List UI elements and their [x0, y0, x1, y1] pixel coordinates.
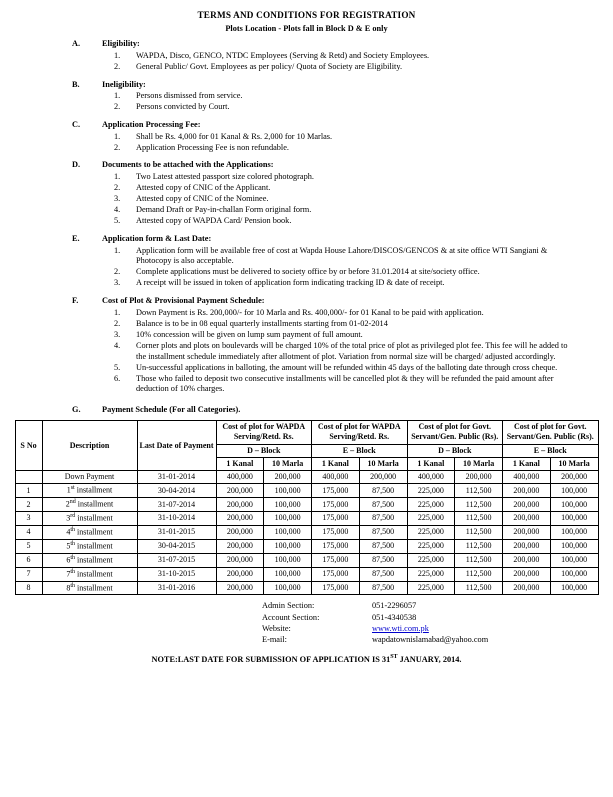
section-item-list — [14, 91, 599, 113]
cell-amount: 100,000 — [550, 567, 598, 581]
list-item-text: Balance is to be in 08 equal quarterly installments starting from 01-02-2014 — [136, 318, 388, 328]
table-row — [15, 526, 598, 540]
section-g-heading — [14, 405, 599, 416]
list-item — [14, 341, 599, 362]
header-size-2-2: 10 Marla — [359, 457, 407, 470]
table-row — [15, 471, 598, 484]
header-size-4-2: 10 Marla — [550, 457, 598, 470]
header-group-2: Cost of plot for WAPDA Serving/Retd. Rs. — [312, 421, 408, 444]
cell-description: 5th installment — [42, 539, 137, 553]
section-spacer — [14, 114, 599, 118]
section-letter: B. — [72, 79, 80, 89]
section-letter: A. — [72, 39, 81, 49]
list-item — [14, 374, 599, 395]
cell-amount: 400,000 — [503, 471, 551, 484]
footer-note-sup: ST — [390, 654, 398, 661]
cell-amount: 112,500 — [455, 553, 503, 567]
section-heading — [14, 120, 599, 131]
cell-date: 30-04-2014 — [137, 484, 216, 498]
list-item — [14, 132, 599, 143]
ordinal-suffix: th — [70, 582, 76, 589]
list-item-text: Attested copy of WAPDA Card/ Pension book. — [136, 216, 292, 226]
cell-amount: 100,000 — [550, 553, 598, 567]
list-item — [14, 205, 599, 216]
cell-amount: 200,000 — [503, 526, 551, 540]
footer-note-prefix: NOTE:LAST DATE FOR SUBMISSION OF APPLICATION IS 31 — [151, 655, 391, 665]
section-g-title: Payment Schedule (For all Categories). — [102, 404, 241, 414]
list-item — [14, 51, 599, 62]
cell-amount: 87,500 — [359, 553, 407, 567]
cell-amount: 100,000 — [264, 539, 312, 553]
list-item-text: Application form will be available free of cost at Wapda House Lahore/DISCOS/GENCOS & at site office WTI Sangiani & Photocopy is also acceptable. — [136, 245, 548, 266]
list-item-text: Persons dismissed from service. — [136, 91, 243, 101]
page-title: TERMS AND CONDITIONS FOR REGISTRATION — [197, 10, 416, 20]
section-f — [14, 296, 599, 399]
footer-note — [14, 654, 599, 665]
list-item — [14, 330, 599, 341]
cell-amount: 100,000 — [550, 581, 598, 595]
header-size-3-1: 1 Kanal — [407, 457, 455, 470]
table-row — [15, 553, 598, 567]
cell-amount: 175,000 — [312, 553, 360, 567]
section-item-list — [14, 51, 599, 73]
cell-sno: 6 — [15, 553, 42, 567]
list-item — [14, 102, 599, 113]
cell-description: 8th installment — [42, 581, 137, 595]
list-item-number: 2. — [114, 102, 121, 112]
list-item-text: Un-successful applications in balloting, the amount will be refunded within 45 days of the balloting date through cross cheque. — [136, 362, 558, 372]
cell-sno — [15, 471, 42, 484]
cell-amount: 87,500 — [359, 498, 407, 512]
cell-amount: 200,000 — [216, 553, 264, 567]
list-item-number: 2. — [114, 142, 121, 152]
list-item — [14, 216, 599, 227]
cell-amount: 100,000 — [264, 484, 312, 498]
section-c — [14, 120, 599, 158]
cell-amount: 200,000 — [216, 539, 264, 553]
cell-amount: 87,500 — [359, 567, 407, 581]
cell-amount: 175,000 — [312, 512, 360, 526]
cell-amount: 175,000 — [312, 539, 360, 553]
cell-amount: 100,000 — [264, 526, 312, 540]
cell-amount: 200,000 — [503, 512, 551, 526]
cell-amount: 87,500 — [359, 526, 407, 540]
cell-date: 31-10-2015 — [137, 567, 216, 581]
section-title: Eligibility: — [102, 39, 140, 49]
section-heading — [14, 234, 599, 245]
cell-amount: 200,000 — [503, 539, 551, 553]
ordinal-suffix: nd — [69, 499, 76, 506]
cell-date: 31-01-2014 — [137, 471, 216, 484]
cell-sno: 1 — [15, 484, 42, 498]
cell-amount: 100,000 — [550, 484, 598, 498]
cell-amount: 87,500 — [359, 484, 407, 498]
list-item-text: A receipt will be issued in token of application form indicating tracking ID & date of receipt. — [136, 278, 445, 288]
list-item — [14, 91, 599, 102]
section-item-list — [14, 246, 599, 289]
header-group-3: Cost of plot for Govt. Servant/Gen. Public (Rs). — [407, 421, 503, 444]
website-link[interactable]: www.wti.com.pk — [372, 623, 429, 633]
section-item-list — [14, 172, 599, 227]
cell-amount: 225,000 — [407, 567, 455, 581]
table-row — [15, 498, 598, 512]
section-heading — [14, 160, 599, 171]
list-item — [14, 172, 599, 183]
list-item-text: 10% concession will be given on lump sum payment of full amount. — [136, 329, 363, 339]
cell-amount: 100,000 — [550, 526, 598, 540]
header-size-4-1: 1 Kanal — [503, 457, 551, 470]
terms-sections — [14, 39, 599, 399]
cell-amount: 200,000 — [503, 553, 551, 567]
section-heading — [14, 39, 599, 50]
cell-amount: 400,000 — [407, 471, 455, 484]
list-item-text: Application Processing Fee is non refundable. — [136, 142, 289, 152]
header-group-1: Cost of plot for WAPDA Serving/Retd. Rs. — [216, 421, 312, 444]
list-item-number: 1. — [114, 307, 121, 317]
list-item-number: 3. — [114, 329, 121, 339]
list-item-number: 1. — [114, 131, 121, 141]
cell-amount: 100,000 — [264, 581, 312, 595]
cell-amount: 200,000 — [216, 512, 264, 526]
section-spacer — [14, 73, 599, 77]
ordinal-suffix: th — [70, 540, 76, 547]
cell-amount: 112,500 — [455, 512, 503, 526]
header-block-1: D – Block — [216, 444, 312, 457]
cell-date: 30-04-2015 — [137, 539, 216, 553]
contact-value: wapdatownislamabad@yahoo.com — [372, 634, 489, 644]
page-subtitle: Plots Location - Plots fall in Block D & E only — [225, 23, 388, 33]
list-item-number: 4. — [114, 205, 121, 215]
list-item-number: 1. — [114, 91, 121, 101]
cell-amount: 100,000 — [264, 498, 312, 512]
section-title: Application form & Last Date: — [102, 234, 212, 244]
contact-row — [262, 601, 599, 612]
header-size-1-1: 1 Kanal — [216, 457, 264, 470]
list-item-number: 2. — [114, 183, 121, 193]
list-item-number: 3. — [114, 194, 121, 204]
section-spacer — [14, 290, 599, 294]
cell-amount: 200,000 — [216, 526, 264, 540]
contact-label: Website: — [262, 623, 291, 633]
cell-amount: 200,000 — [264, 471, 312, 484]
list-item-number: 2. — [114, 267, 121, 277]
section-title: Documents to be attached with the Applications: — [102, 160, 274, 170]
payment-schedule-table — [15, 420, 599, 595]
cell-amount: 200,000 — [216, 581, 264, 595]
contact-label: Admin Section: — [262, 601, 315, 611]
cell-amount: 100,000 — [264, 512, 312, 526]
contact-label: E-mail: — [262, 634, 287, 644]
cell-description: 4th installment — [42, 526, 137, 540]
cell-sno: 4 — [15, 526, 42, 540]
section-a — [14, 39, 599, 77]
ordinal-suffix: th — [70, 527, 76, 533]
section-spacer — [14, 228, 599, 232]
table-row — [15, 567, 598, 581]
cell-amount: 100,000 — [550, 498, 598, 512]
ordinal-suffix: st — [70, 485, 75, 492]
ordinal-suffix: rd — [70, 513, 76, 520]
list-item-number: 3. — [114, 278, 121, 288]
cell-amount: 100,000 — [550, 539, 598, 553]
table-header-row-1 — [15, 421, 598, 444]
header-size-2-1: 1 Kanal — [312, 457, 360, 470]
contact-value: 051-2296057 — [372, 601, 417, 611]
header-size-1-2: 10 Marla — [264, 457, 312, 470]
list-item-number: 2. — [114, 318, 121, 328]
list-item-text: Down Payment is Rs. 200,000/- for 10 Marla and Rs. 400,000/- for 01 Kanal to be paid with application. — [136, 307, 484, 317]
cell-amount: 200,000 — [503, 581, 551, 595]
header-size-3-2: 10 Marla — [455, 457, 503, 470]
section-letter: F. — [72, 296, 79, 306]
cell-description: 2nd installment — [42, 498, 137, 512]
cell-amount: 225,000 — [407, 484, 455, 498]
cell-amount: 200,000 — [503, 498, 551, 512]
cell-date: 31-07-2014 — [137, 498, 216, 512]
contact-row — [262, 624, 599, 635]
list-item-text: General Public/ Govt. Employees as per policy/ Quota of Society are Eligibility. — [136, 62, 403, 72]
contact-details — [14, 601, 599, 645]
list-item-number: 1. — [114, 245, 121, 255]
header-sno: S No — [15, 421, 42, 471]
cell-amount: 225,000 — [407, 498, 455, 512]
section-heading — [14, 80, 599, 91]
cell-amount: 200,000 — [503, 484, 551, 498]
cell-description: Down Payment — [42, 471, 137, 484]
cell-description: 1st installment — [42, 484, 137, 498]
contact-row — [262, 613, 599, 624]
header-block-4: E – Block — [503, 444, 599, 457]
section-heading — [14, 296, 599, 307]
cell-date: 31-01-2015 — [137, 526, 216, 540]
section-e — [14, 234, 599, 294]
table-body — [15, 471, 598, 595]
section-spacer — [14, 154, 599, 158]
cell-amount: 175,000 — [312, 484, 360, 498]
cell-amount: 100,000 — [264, 567, 312, 581]
header-block-2: E – Block — [312, 444, 408, 457]
section-title: Ineligibility: — [102, 79, 146, 89]
cell-amount: 112,500 — [455, 526, 503, 540]
cell-sno: 8 — [15, 581, 42, 595]
list-item-text: Complete applications must be delivered to society office by or before 31.01.2014 at site/society office. — [136, 267, 480, 277]
cell-description: 3rd installment — [42, 512, 137, 526]
ordinal-suffix: th — [70, 568, 76, 575]
cell-amount: 200,000 — [216, 498, 264, 512]
section-item-list — [14, 308, 599, 395]
cell-amount: 200,000 — [503, 567, 551, 581]
footer-note-suffix: JANUARY, 2014. — [397, 655, 462, 665]
contact-label: Account Section: — [262, 612, 320, 622]
cell-amount: 200,000 — [359, 471, 407, 484]
cell-amount: 112,500 — [455, 498, 503, 512]
list-item — [14, 363, 599, 374]
section-b — [14, 80, 599, 118]
section-title: Cost of Plot & Provisional Payment Schedule: — [102, 296, 265, 306]
list-item-text: Attested copy of CNIC of the Applicant. — [136, 183, 271, 193]
section-g-letter: G. — [72, 404, 81, 414]
section-d — [14, 160, 599, 231]
table-row — [15, 484, 598, 498]
cell-amount: 112,500 — [455, 567, 503, 581]
cell-amount: 100,000 — [550, 512, 598, 526]
cell-sno: 7 — [15, 567, 42, 581]
section-spacer — [14, 396, 599, 400]
list-item — [14, 246, 599, 267]
section-title: Application Processing Fee: — [102, 120, 201, 130]
cell-amount: 225,000 — [407, 526, 455, 540]
list-item-text: Persons convicted by Court. — [136, 102, 230, 112]
cell-amount: 87,500 — [359, 581, 407, 595]
cell-amount: 225,000 — [407, 553, 455, 567]
list-item-text: Corner plots and plots on boulevards will be charged 10% of the total price of plot as privileged plot fee. This fee will he added to the installment schedule immediately after allotment of plot. Variation from normal size will be charged/ adjusted accordingly. — [136, 341, 568, 361]
cell-amount: 225,000 — [407, 539, 455, 553]
cell-amount: 400,000 — [312, 471, 360, 484]
header-last-date: Last Date of Payment — [137, 421, 216, 471]
list-item-number: 4. — [114, 341, 121, 350]
list-item-number: 1. — [114, 171, 121, 181]
cell-amount: 225,000 — [407, 512, 455, 526]
list-item — [14, 143, 599, 154]
cell-amount: 200,000 — [550, 471, 598, 484]
list-item-number: 6. — [114, 373, 121, 383]
list-item-number: 2. — [114, 62, 121, 72]
cell-amount: 225,000 — [407, 581, 455, 595]
cell-amount: 87,500 — [359, 539, 407, 553]
section-letter: C. — [72, 120, 81, 130]
header-group-4: Cost of plot for Govt. Servant/Gen. Public (Rs). — [503, 421, 599, 444]
cell-date: 31-10-2014 — [137, 512, 216, 526]
cell-date: 31-07-2015 — [137, 553, 216, 567]
table-row — [15, 539, 598, 553]
cell-amount: 112,500 — [455, 484, 503, 498]
table-row — [15, 512, 598, 526]
cell-amount: 175,000 — [312, 498, 360, 512]
cell-sno: 3 — [15, 512, 42, 526]
list-item-number: 5. — [114, 362, 121, 372]
list-item — [14, 267, 599, 278]
table-head — [15, 421, 598, 471]
section-letter: D. — [72, 160, 81, 170]
table-row — [15, 581, 598, 595]
list-item — [14, 308, 599, 319]
list-item-number: 5. — [114, 216, 121, 226]
cell-amount: 400,000 — [216, 471, 264, 484]
list-item-text: Two Latest attested passport size colored photograph. — [136, 171, 314, 181]
cell-amount: 175,000 — [312, 526, 360, 540]
section-letter: E. — [72, 234, 80, 244]
cell-amount: 112,500 — [455, 539, 503, 553]
cell-amount: 87,500 — [359, 512, 407, 526]
cell-amount: 100,000 — [264, 553, 312, 567]
header-description: Description — [42, 421, 137, 471]
list-item — [14, 62, 599, 73]
cell-date: 31-01-2016 — [137, 581, 216, 595]
list-item — [14, 278, 599, 289]
cell-amount: 200,000 — [216, 484, 264, 498]
list-item — [14, 183, 599, 194]
cell-amount: 175,000 — [312, 581, 360, 595]
list-item-number: 1. — [114, 50, 121, 60]
list-item-text: WAPDA, Disco, GENCO, NTDC Employees (Serving & Retd) and Society Employees. — [136, 50, 430, 60]
cell-amount: 175,000 — [312, 567, 360, 581]
cell-amount: 112,500 — [455, 581, 503, 595]
list-item-text: Attested copy of CNIC of the Nominee. — [136, 194, 269, 204]
cell-amount: 200,000 — [455, 471, 503, 484]
section-item-list — [14, 132, 599, 154]
list-item-text: Those who failed to deposit two consecutive installments will be cancelled plot & they will be refunded the paid amount after deduction of 10% charges. — [136, 373, 554, 394]
list-item-text: Demand Draft or Pay-in-challan Form original form. — [136, 205, 312, 215]
contact-row — [262, 635, 599, 646]
ordinal-suffix: th — [70, 554, 76, 561]
cell-description: 6th installment — [42, 553, 137, 567]
cell-sno: 2 — [15, 498, 42, 512]
list-item — [14, 319, 599, 330]
cell-description: 7th installment — [42, 567, 137, 581]
list-item — [14, 194, 599, 205]
cell-amount: 200,000 — [216, 567, 264, 581]
cell-sno: 5 — [15, 539, 42, 553]
header-block-3: D – Block — [407, 444, 503, 457]
list-item-text: Shall be Rs. 4,000 for 01 Kanal & Rs. 2,000 for 10 Marlas. — [136, 131, 333, 141]
contact-value: 051-4340538 — [372, 612, 417, 622]
